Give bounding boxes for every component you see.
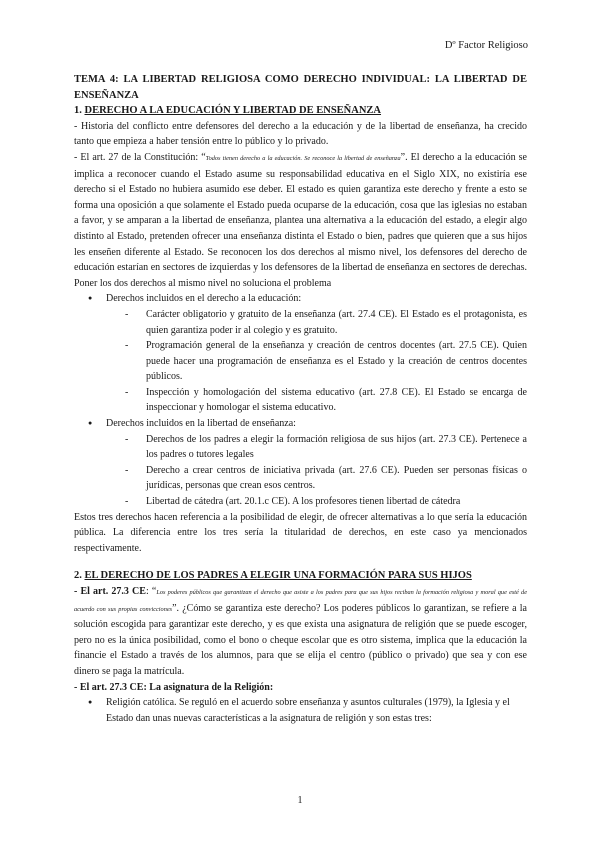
section-1-title: DERECHO A LA EDUCACIÓN Y LIBERTAD DE ENSEÑANZA [84,105,382,117]
list-item: - Derecho a crear centros de iniciativa privada (art. 27.6 CE). Pueden ser personas físicas o jurídicas, personas que crean esos centros. [106,463,527,494]
religion-list [74,695,527,726]
paragraph-body: ”. ¿Cómo se garantiza este derecho? Los poderes públicos lo garantizan, se refiere a la solución escogida para garantizar este derecho, y es que exista una asignatura de religión que se puede escoger, pero no es la única posibilidad, como el bono o cheque escolar que es otro sistema, implica que la educación la financie el Estado a través de los alumnos, para que se elija el centro (público o privado) que sea y con ese dinero se paga la matrícula. [74,602,527,677]
section-2-paragraph-1 [74,584,527,680]
list-item: - Inspección y homologación del sistema educativo (art. 27.8 CE). El Estado se encarga de inspeccionar y homologar el sistema educativo. [106,385,527,416]
document-title: TEMA 4: LA LIBERTAD RELIGIOSA COMO DERECHO INDIVIDUAL: LA LIBERTAD DE ENSEÑANZA [74,74,527,101]
paragraph-2-body: ”. El derecho a la educación se implica a reconocer cuando el Estado asume su responsabilidad educativa en el Siglo XIX, no existiría ese derecho si el Estado no hubiera asumido ese deber. El estado es quien garantiza este derecho y frente a esto se forma una oposición a que solamente el Estado pueda ocuparse de la educación, cosa que las iglesias no estaban a favor, y se amparan a la libertad de enseñanza, plantea una alternativa a la educación del estado, a elegir algo distinto al Estado, pretenden ofrecer una enseñanza distinta el Estado o bien, padres que quieren que a sus hijos les enseñen diferente al Estado. Se reconocen los dos derechos al mismo nivel, los defensores del derecho de educación estarían en sectores de izquierdas y los defensores de la libertad de enseñanza en sectores de derechas. Poner los dos derechos al mismo nivel no soluciona el problema [74,151,527,289]
document-body [74,72,527,726]
bullet-teaching-freedom [74,416,527,510]
article-quote: Los poderes públicos que garantizan el derecho que asiste a los padres para que sus hijos reciban la formación religiosa y moral que esté de acuerdo con sus propias convicciones [74,589,527,613]
bullet-education-rights [74,291,527,416]
list-item: - Libertad de cátedra (art. 20.1.c CE). A los profesores tienen libertad de cátedra [106,494,527,510]
paragraph-2-lead: - El art. 27 de la Constitución: “ [74,151,206,163]
section-2-title: EL DERECHO DE LOS PADRES A ELEGIR UNA FORMACIÓN PARA SUS HIJOS [84,570,472,582]
bullet-catholic-religion: ● Religión católica. Se reguló en el acuerdo sobre enseñanza y asuntos culturales (1979), la Iglesia y el Estado dan unas nuevas características a la asignatura de religión y son estas tres: [74,695,527,726]
teaching-freedom-sublist [106,432,527,510]
section-spacer [74,556,527,568]
quote-open: : “ [145,586,157,597]
rights-list [74,291,527,509]
section-2-heading [74,568,527,584]
section-1-paragraph-3: Estos tres derechos hacen referencia a la posibilidad de elegir, de ofrecer alternativas a lo que sería la educación pública. La diferencia entre los tres sería la titularidad de derechos, en este caso ya mencionados respectivamente. [74,511,527,554]
section-1-paragraph-2 [74,150,527,291]
constitution-quote: Todos tienen derecho a la educación. Se reconoce la libertad de enseñanza [205,154,401,162]
education-rights-sublist [106,307,527,416]
section-1-number: 1. [74,105,82,117]
bullet-label: Derechos incluidos en el derecho a la educación: [106,293,302,305]
section-2-number: 2. [74,570,82,582]
list-item: - Derechos de los padres a elegir la formación religiosa de sus hijos (art. 27.3 CE). Pertenece a los padres o tutores legales [106,432,527,463]
bullet-label: Derechos incluidos en la libertad de enseñanza: [106,418,296,430]
section-1-heading [74,103,527,119]
list-item: - Programación general de la enseñanza y creación de centros docentes (art. 27.5 CE). Quien puede hacer una programación de enseñanza es el Estado y la creación de centros docentes públicos. [106,338,527,385]
section-2-subheading: - El art. 27.3 CE: La asignatura de la Religión: [74,681,274,693]
page-number: 1 [297,795,303,806]
article-reference: - El art. 27.3 CE [74,586,146,597]
page-header: Dº Factor Religioso [444,40,528,51]
list-item: - Carácter obligatorio y gratuito de la enseñanza (art. 27.4 CE). El Estado es el protagonista, es quien garantiza poder ir al colegio y es gratuito. [106,307,527,338]
section-1-paragraph-1: - Historia del conflicto entre defensores del derecho a la educación y de la libertad de enseñanza, ha crecido tanto que empieza a haber tensión entre lo público y lo privado. [74,120,527,148]
